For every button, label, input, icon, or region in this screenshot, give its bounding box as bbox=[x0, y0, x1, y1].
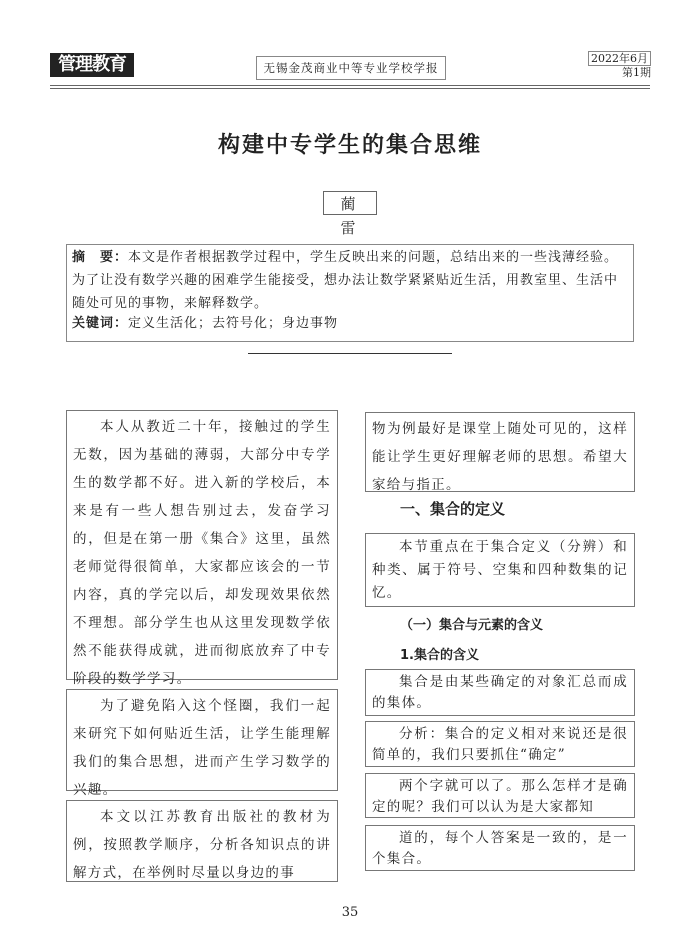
paragraph: 两个字就可以了。那么怎样才是确定的呢？我们可以认为是大家都知 bbox=[365, 773, 635, 818]
issue-info bbox=[588, 52, 651, 80]
paragraph: 本节重点在于集合定义（分辨）和种类、属于符号、空集和四种数集的记忆。 bbox=[365, 533, 635, 607]
paragraph: 集合是由某些确定的对象汇总而成的集体。 bbox=[365, 669, 635, 716]
separator bbox=[248, 353, 452, 354]
paragraph: 分析：集合的定义相对来说还是很简单的，我们只要抓住“确定” bbox=[365, 721, 635, 767]
abstract-box bbox=[66, 244, 634, 342]
issue-number: 第1期 bbox=[622, 66, 651, 79]
subsection-heading: （一）集合与元素的含义 bbox=[400, 618, 544, 633]
paragraph: 为了避免陷入这个怪圈，我们一起来研究下如何贴近生活，让学生能理解我们的集合思想，进而产生学习数学的兴趣。 bbox=[66, 689, 338, 791]
paragraph: 本人从教近二十年，接触过的学生无数，因为基础的薄弱，大部分中专学生的数学都不好。进入新的学校后，本来是有一些人想告别过去，发奋学习的，但是在第一册《集合》这里，虽然老师觉得很简单，大家都应该会的一节内容，真的学完以后，却发现效果依然不理想。部分学生也从这里发现数学依然不能获得成就，进而彻底放弃了中专阶段的数学学习。 bbox=[66, 410, 338, 680]
paragraph: 物为例最好是课堂上随处可见的，这样能让学生更好理解老师的思想。希望大家给与指正。 bbox=[365, 412, 635, 492]
keywords: 定义生活化；去符号化；身边事物 bbox=[128, 316, 339, 331]
keywords-label: 关键词： bbox=[72, 316, 129, 331]
abstract-label: 摘 要： bbox=[72, 250, 129, 265]
page-number: 35 bbox=[341, 905, 359, 920]
author: 蔺 雷 bbox=[323, 191, 377, 215]
paragraph: 道的，每个人答案是一致的，是一个集合。 bbox=[365, 825, 635, 871]
article-title: 构建中专学生的集合思维 bbox=[217, 133, 482, 158]
journal-name: 无锡金茂商业中等专业学校学报 bbox=[256, 56, 446, 80]
paragraph: 本文以江苏教育出版社的教材为例，按照教学顺序，分析各知识点的讲解方式，在举例时尽量以身边的事 bbox=[66, 800, 338, 882]
abstract-text: 本文是作者根据教学过程中，学生反映出来的问题，总结出来的一些浅薄经验。为了让没有数学兴趣的困难学生能接受，想办法让数学紧紧贴近生活，用教室里、生活中随处可见的事物，来解释数学。 bbox=[72, 250, 619, 311]
year-month: 2022年6月 bbox=[588, 51, 651, 66]
magazine-logo: 管理教育 bbox=[50, 53, 134, 77]
subsubsection-heading: 1.集合的含义 bbox=[400, 648, 479, 663]
header-rule bbox=[50, 85, 650, 86]
header-rule bbox=[50, 88, 650, 89]
section-heading: 一、集合的定义 bbox=[400, 500, 506, 518]
